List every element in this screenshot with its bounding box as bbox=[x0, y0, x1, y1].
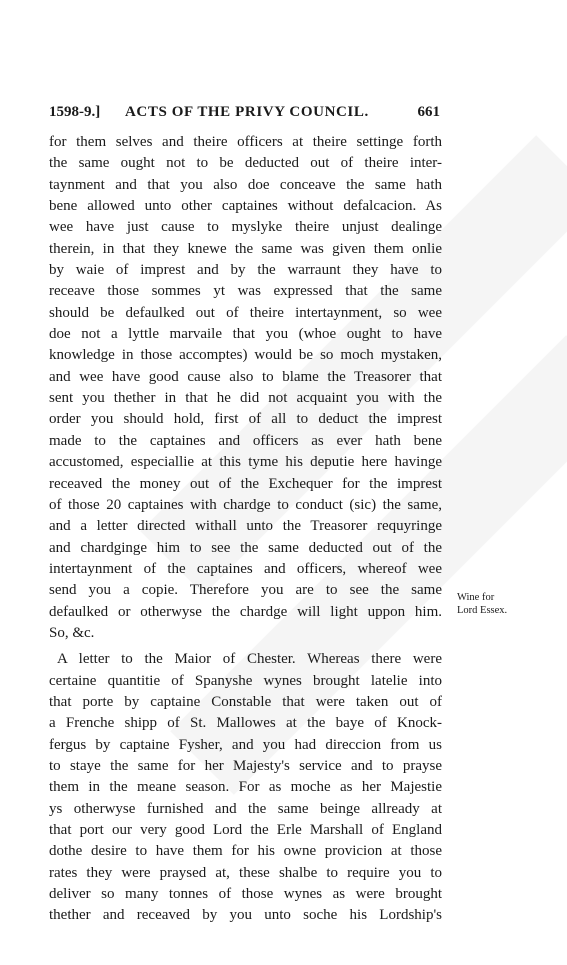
text-line: sent you thether in that he did not acquaint you with the bbox=[49, 390, 442, 407]
text-line: wee have just cause to myslyke theire unjust dealinge bbox=[49, 219, 442, 236]
paragraph-1 bbox=[49, 132, 442, 644]
marginal-note-line: Wine for bbox=[457, 592, 495, 603]
text-line: for them selves and theire officers at theire settinge forth bbox=[49, 134, 442, 150]
text-line: ys otherwyse furnished and the same beinge allready at bbox=[49, 800, 442, 817]
text-line: should be defaulked out of theire intertaynment, so wee bbox=[49, 304, 442, 321]
text-line: send you a copie. Therefore you are to see the same bbox=[49, 582, 442, 599]
text-line: bene allowed unto other captaines without defalcacion. As bbox=[49, 198, 442, 215]
text-line: and chardginge him to see the same deducted out of the bbox=[49, 539, 442, 556]
text-line: doe not a lyttle marvaile that you (whoe ought to have bbox=[49, 326, 442, 343]
text-line: the same ought not to be deducted out of theire inter- bbox=[49, 155, 442, 172]
text-line: dothe desire to have them for his owne provicion at those bbox=[49, 843, 442, 860]
paragraph-2 bbox=[49, 649, 442, 926]
text-line: intertaynment of the captaines and officers, whereof wee bbox=[49, 560, 442, 577]
text-line: by waie of imprest and by the warraunt they have to bbox=[49, 262, 442, 279]
text-line: and a letter directed withall unto the Treasorer requyringe bbox=[49, 518, 442, 535]
text-line: that port our very good Lord the Erle Marshall of England bbox=[49, 822, 442, 838]
text-line: therein, in that they knewe the same was given them onlie bbox=[49, 240, 442, 257]
text-line: defaulked or otherwyse the chardge will light uppon him. bbox=[49, 603, 442, 620]
text-line: and wee have good cause also to blame the Treasorer that bbox=[49, 368, 442, 385]
text-line: deliver so many tonnes of those wynes as were brought bbox=[49, 886, 442, 903]
header-title: ACTS OF THE PRIVY COUNCIL. bbox=[125, 104, 369, 120]
text-line: to staye the same for her Majesty's service and to prayse bbox=[49, 757, 442, 774]
text-line: accustomed, especiallie at this tyme his deputie here havinge bbox=[49, 454, 442, 471]
marginal-note bbox=[457, 591, 527, 617]
text-line: receave those sommes yt was expressed that the same bbox=[49, 283, 442, 300]
marginal-note-line: Lord Essex. bbox=[457, 605, 508, 616]
text-line: order you should hold, first of all to deduct the imprest bbox=[49, 411, 442, 428]
text-line: fergus by captaine Fysher, and you had direccion from us bbox=[49, 736, 442, 753]
text-line: receaved the money out of the Exchequer for the imprest bbox=[49, 475, 442, 492]
running-header bbox=[49, 104, 439, 126]
text-line: made to the captaines and officers as ever hath bene bbox=[49, 432, 442, 449]
text-line: A letter to the Maior of Chester. Whereas there were bbox=[57, 651, 442, 668]
text-line: rates they were praysed at, these shalbe to require you to bbox=[49, 864, 442, 881]
body-text bbox=[49, 132, 442, 927]
text-line: certaine quantitie of Spanyshe wynes brought latelie into bbox=[49, 672, 442, 689]
header-date-range: 1598-9.] bbox=[49, 104, 101, 120]
text-line: thether and receaved by you unto soche his Lordship's bbox=[49, 907, 442, 924]
text-line: a Frenche shipp of St. Mallowes at the baye of Knock- bbox=[49, 715, 442, 732]
text-line: that porte by captaine Constable that were taken out of bbox=[49, 693, 442, 710]
text-line: So, &c. bbox=[49, 624, 95, 641]
text-line: taynment and that you also doe conceave the same hath bbox=[49, 176, 442, 193]
header-page-number: 661 bbox=[417, 104, 440, 120]
text-line: of those 20 captaines with chardge to conduct (sic) the same, bbox=[49, 496, 442, 513]
text-line: knowledge in those accomptes) would be so moch mystaken, bbox=[49, 347, 442, 364]
text-line: them in the meane season. For as moche as her Majestie bbox=[49, 779, 442, 796]
